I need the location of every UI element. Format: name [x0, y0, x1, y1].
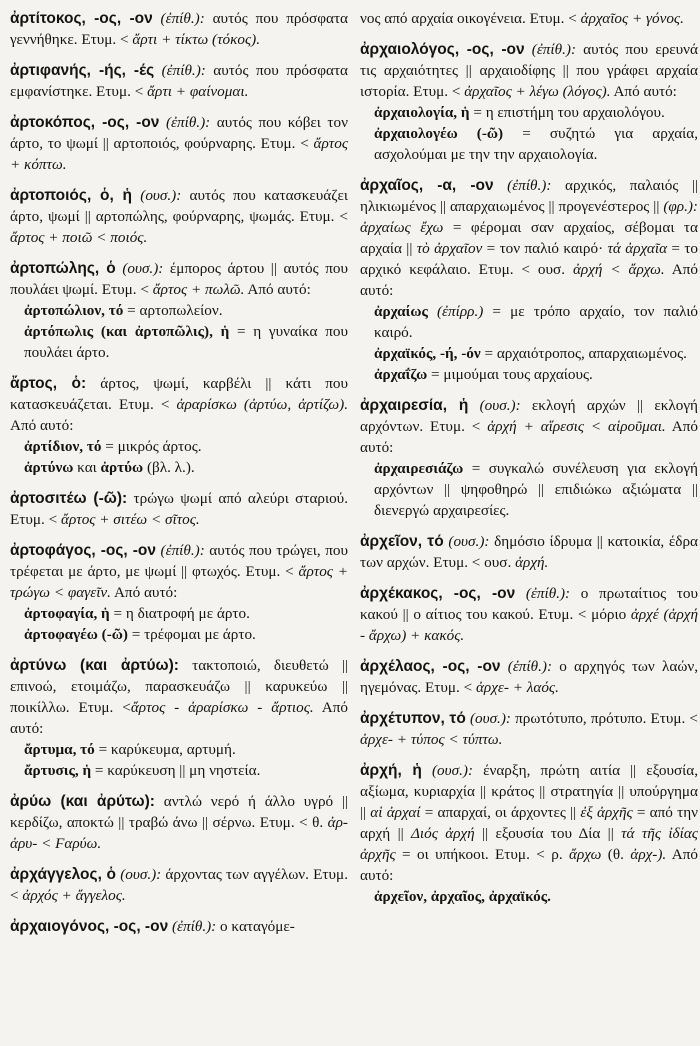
entry-italic-text: ἄρτος - ἀραρίσκω - ἄρτιος.	[130, 699, 314, 716]
entry-headword: ἀρτιφανής, -ής, -ές	[10, 62, 155, 79]
entry-italic-text: (ουσ.):	[468, 397, 521, 414]
sub-entry-headword: ἄρτυμα, τό	[24, 741, 95, 758]
entry-italic-text: τά ἀρχαῖα	[607, 240, 668, 257]
entry-italic-text: τὸ ἀρχαῖον	[416, 240, 483, 257]
entry-text: = οι υπήκοοι. Ετυμ. < ρ.	[395, 846, 570, 863]
entry-italic-text: (ἐπίθ.):	[154, 62, 206, 79]
sub-entries	[10, 300, 348, 363]
dictionary-entry	[360, 175, 698, 385]
entry-text: || εξουσία του Δία ||	[474, 825, 622, 842]
entry-text: = μιμούμαι τους αρχαίους.	[427, 366, 593, 383]
sub-entry	[24, 300, 348, 321]
entry-text: = αρχαιότροπος, απαρχαιωμένος.	[480, 345, 687, 362]
entry-text: = από την αρχή ||	[360, 804, 699, 842]
entry-text: άρτος, ψωμί, καρβέλι || κάτι που κατασκευάζεται. Ετυμ. <	[10, 375, 348, 413]
dictionary-entry	[360, 531, 698, 573]
entry-italic-text: ἀρχός + ἄγγελος.	[22, 887, 126, 904]
sub-entry-headword: ἀρτόπωλις (και ἀρτοπῶλις), ἡ	[24, 323, 230, 340]
entry-italic-text: (ἐπίθ.):	[168, 918, 217, 935]
left-column	[10, 8, 348, 947]
entry-text: = απαρχαί, οι άρχοντες ||	[420, 804, 581, 821]
entry-italic-text: ἀρχε- + τύπος < τύπτω.	[360, 731, 503, 748]
entry-text: και	[73, 459, 101, 476]
entry-italic-text: ἄρτος + κόπτω.	[10, 135, 348, 173]
entry-italic-text: (φρ.): ἀρχαίως ἔχω	[360, 198, 698, 236]
entry-italic-text: ἄρχω	[569, 846, 602, 863]
sub-entry-headword: ἀρχαϊκός, -ή, -όν	[374, 345, 481, 362]
dictionary-entry	[10, 655, 348, 781]
entry-italic-text: ἀρχε- + λαός.	[475, 679, 559, 696]
sub-entry	[24, 603, 348, 624]
entry-headword: ἀρχάγγελος, ὁ	[10, 866, 117, 883]
sub-entries	[10, 603, 348, 645]
dictionary-entry	[360, 656, 698, 698]
dictionary-entry	[10, 112, 348, 175]
entry-italic-text: ἄρτος + ποιῶ < ποιός.	[10, 229, 148, 246]
sub-entry	[374, 458, 698, 521]
entry-text: αυτός που κατασκευάζει άρτο, ψωμί || αρτοπώλης, φούρναρης, ψωμάς. Ετυμ. <	[10, 187, 348, 225]
entry-italic-text: ἄρτος + σιτέω < σῖτος.	[61, 511, 200, 528]
entry-text: = συζητώ για αρχαία, ασχολούμαι με την την αρχαιολογία.	[374, 125, 698, 163]
entry-italic-text: ἄρτος + τρώγω < φαγεῖν.	[10, 563, 348, 601]
entry-italic-text: (ἐπίθ.):	[493, 177, 552, 194]
dictionary-entry	[10, 488, 348, 530]
dictionary-entry	[10, 864, 348, 906]
entry-italic-text: (ουσ.):	[116, 866, 162, 883]
entry-italic-text: (ἐπίθ.):	[156, 542, 205, 559]
dictionary-entry	[360, 8, 698, 29]
entry-italic-text: (ἐπίθ.):	[500, 658, 553, 675]
entry-headword: ἀρχέκακος, -ος, -ον	[360, 585, 516, 602]
sub-entry-headword: ἀρχαΐζω	[374, 366, 428, 383]
entry-text: = η διατροφή με άρτο.	[109, 605, 250, 622]
sub-entries	[10, 739, 348, 781]
entry-text: = καρύκευμα, αρτυμή.	[94, 741, 236, 758]
entry-text: εκλογή αρχών || εκλογή αρχόντων. Ετυμ. <	[360, 397, 699, 435]
entry-italic-text: (ἐπίρρ.)	[427, 303, 484, 320]
sub-entry	[24, 739, 348, 760]
entry-text: δημόσιο ίδρυμα || κατοικία, έδρα των αρχών. Ετυμ. < ουσ.	[360, 533, 698, 571]
entry-text: Από αυτό:	[10, 417, 74, 434]
entry-text: = το αρχικό κεφάλαιο. Ετυμ. < ουσ.	[360, 240, 699, 278]
entry-headword: ἀρτοφάγος, -ος, -ον	[10, 542, 157, 559]
entry-italic-text: (ουσ.):	[132, 187, 182, 204]
entry-headword: ἀρτίτοκος, -ος, -ον	[10, 10, 153, 27]
sub-entries	[360, 301, 698, 385]
dictionary-entry	[360, 39, 698, 165]
sub-entry	[24, 624, 348, 645]
dictionary-entry	[10, 791, 348, 854]
entry-italic-text: ἀραρίσκω (ἀρτύω, ἀρτίζω).	[176, 396, 349, 413]
entry-italic-text: ἀρχέ (ἀρχή - ἄρχω) + κακός.	[360, 606, 699, 644]
entry-italic-text: (ουσ.):	[115, 260, 164, 277]
entry-text: νος από αρχαία οικογένεια. Ετυμ. <	[360, 10, 581, 27]
entry-headword: ἀρχεῖον, τό	[360, 533, 444, 550]
dictionary-entry	[10, 373, 348, 478]
entry-text: (θ.	[601, 846, 631, 863]
entry-text: αυτός που ερευνά τις αρχαιότητες || αρχαιοδίφης || που γράφει αρχαία ιστορία. Ετυμ. <	[360, 41, 698, 100]
dictionary-entry	[10, 540, 348, 645]
entry-italic-text: (ἐπίθ.):	[515, 585, 571, 602]
sub-entry-headword: ἀρχαιρεσιάζω	[374, 460, 464, 477]
dictionary-entry	[360, 760, 698, 907]
sub-entry	[24, 436, 348, 457]
sub-entry-headword: ἀρτοπώλιον, τό	[24, 302, 124, 319]
entry-italic-text: (ουσ.):	[465, 710, 511, 727]
entry-italic-text: Διός ἀρχή	[411, 825, 475, 842]
sub-entry-headword: ἄρτυσις, ἡ	[24, 762, 92, 779]
entry-headword: ἀρχαῖος, -α, -ον	[360, 177, 494, 194]
right-column	[360, 8, 698, 917]
sub-entry	[374, 102, 698, 123]
sub-entry	[24, 321, 348, 363]
entry-headword: ἀρχέτυπον, τό	[360, 710, 466, 727]
entry-text: έναρξη, πρώτη αιτία || εξουσία, αξίωμα, κυριαρχία || κράτος || στρατηγία || υπούργημα ||	[360, 762, 698, 821]
entry-text: = συγκαλώ συνέλευση για εκλογή αρχόντων || ψηφοθηρώ || επιδιώκω αξιώματα || διενεργώ αρχαιρεσίες.	[374, 460, 698, 519]
entry-italic-text: (ουσ.):	[443, 533, 490, 550]
entry-italic-text: ἐξ ἀρχῆς	[580, 804, 633, 821]
entry-headword: ἀρτοποιός, ὁ, ἡ	[10, 187, 133, 204]
entry-text: τρώγω ψωμί από αλεύρι σταριού. Ετυμ. <	[10, 490, 348, 528]
entry-text: αρχικός, παλαιός || ηλικιωμένος || απαρχαιωμένος || προγενέστερος ||	[360, 177, 699, 215]
entry-italic-text: (ἐπίθ.):	[524, 41, 576, 58]
entry-text: αυτός που κόβει τον άρτο, το ψωμί || αρτοποιός, φούρναρης. Ετυμ. <	[10, 114, 348, 152]
entry-text: ο πρωταίτιος του κακού || ο αίτιος του κακού. Ετυμ. < μόριο	[360, 585, 699, 623]
entry-italic-text: ἀρχή.	[515, 554, 549, 571]
entry-text: Από αυτό:	[244, 281, 311, 298]
entry-text: πρωτότυπο, πρότυπο. Ετυμ. <	[510, 710, 699, 727]
entry-italic-text: ἀρχαῖος + λέγω (λόγος).	[464, 83, 611, 100]
entry-text: αυτός που πρόσφατα γεννήθηκε. Ετυμ. <	[10, 10, 348, 48]
entry-text: = φέρομαι σαν αρχαίος, σέβομαι τα αρχαία ||	[360, 219, 698, 257]
sub-entry-headword: ἀρτύνω	[24, 459, 74, 476]
dictionary-entry	[10, 916, 348, 937]
entry-text: = η επιστήμη του αρχαιολόγου.	[469, 104, 665, 121]
entry-italic-text: ἀρχ-).	[630, 846, 667, 863]
entry-text: Από αυτό:	[360, 418, 698, 456]
sub-entry	[374, 343, 698, 364]
entry-text: = τον παλιό καιρό·	[482, 240, 608, 257]
sub-entry	[374, 364, 698, 385]
entry-text: Από αυτό:	[10, 699, 348, 737]
entry-text: τακτοποιώ, διευθετώ || επινοώ, ετοιμάζω, παρασκευάζω || καρυκεύω || ποικίλλω. Ετυμ. <	[10, 657, 348, 716]
entry-headword: ἀρύω (και ἀρύτω):	[10, 793, 155, 810]
sub-entries	[360, 102, 698, 165]
dictionary-entry	[10, 8, 348, 50]
entry-italic-text: ἄρτι + τίκτω (τόκος).	[132, 31, 261, 48]
entry-headword: ἀρχέλαος, -ος, -ον	[360, 658, 501, 675]
dictionary-entry	[10, 185, 348, 248]
entry-headword: ἀρχή, ἡ	[360, 762, 422, 779]
sub-entries	[360, 886, 698, 907]
dictionary-entry	[360, 583, 698, 646]
entry-italic-text: ἄρτος + πωλῶ.	[152, 281, 245, 298]
dictionary-entry	[360, 395, 698, 521]
entry-text: = με τρόπο αρχαίο, τον παλιό καιρό.	[374, 303, 699, 341]
entry-text: Από αυτό:	[610, 83, 677, 100]
entry-text: = μικρός άρτος.	[101, 438, 202, 455]
entry-headword: ἀρτοκόπος, -ος, -ον	[10, 114, 160, 131]
entry-italic-text: (ἐπίθ.):	[159, 114, 211, 131]
entry-headword: ἀρχαιολόγος, -ος, -ον	[360, 41, 525, 58]
entry-text: Από αυτό:	[360, 846, 698, 884]
entry-text: αυτός που πρόσφατα εμφανίστηκε. Ετυμ. <	[10, 62, 348, 100]
entry-italic-text: ἄρτι + φαίνομαι.	[147, 83, 249, 100]
sub-entry-headword: ἀρτίδιον, τό	[24, 438, 102, 455]
sub-entry-headword: ἀρχαιολογέω (-ῶ)	[374, 125, 504, 142]
entry-text: = αρτοπωλείον.	[123, 302, 223, 319]
entry-text: Από αυτό:	[360, 261, 698, 299]
sub-entry-headword: ἀρτοφαγία, ἡ	[24, 605, 110, 622]
sub-entry-headword: ἀρχεῖον, ἀρχαῖος, ἀρχαϊκός.	[374, 888, 551, 905]
entry-italic-text: (ἐπίθ.):	[152, 10, 205, 27]
sub-entry	[374, 123, 698, 165]
dictionary-entry	[360, 708, 698, 750]
sub-entries	[10, 436, 348, 478]
sub-entry-headword: ἀρτοφαγέω (-ῶ)	[24, 626, 128, 643]
dictionary-entry	[10, 258, 348, 363]
entry-text: ο καταγόμε-	[216, 918, 295, 935]
sub-entry	[374, 301, 698, 343]
dictionary-entry	[10, 60, 348, 102]
sub-entry-headword: ἀρχαίως	[374, 303, 428, 320]
entry-text: = τρέφομαι με άρτο.	[127, 626, 256, 643]
entry-italic-text: ἀρχαῖος + γόνος.	[580, 10, 684, 27]
entry-text: = η γυναίκα που πουλάει άρτο.	[24, 323, 348, 361]
entry-italic-text: τά τῆς ἰδίας ἀρχῆς	[360, 825, 698, 863]
entry-text: Από αυτό:	[110, 584, 178, 601]
entry-text: αντλώ νερό ή άλλο υγρό || κερδίζω, αποκτώ || τραβώ άνω || σέρνω. Ετυμ. < θ.	[10, 793, 348, 831]
entry-italic-text: ἀρχή < ἄρχω.	[572, 261, 665, 278]
entry-italic-text: ἀρ-ἀρυ- < Ϝαρύω.	[10, 814, 348, 852]
sub-entry	[24, 457, 348, 478]
entry-headword: ἄρτος, ὁ:	[10, 375, 87, 392]
sub-entry	[24, 760, 348, 781]
sub-entries	[360, 458, 698, 521]
entry-italic-text: αἱ ἀρχαί	[370, 804, 421, 821]
entry-italic-text: ἀρχή + αἵρεσις < αἱροῦμαι.	[487, 418, 666, 435]
entry-text: (βλ. λ.).	[143, 459, 195, 476]
sub-entry-headword: ἀρχαιολογία, ἡ	[374, 104, 470, 121]
entry-headword: ἀρτοσιτέω (-ῶ):	[10, 490, 128, 507]
entry-text: = καρύκευση || μη νηστεία.	[91, 762, 261, 779]
entry-headword: ἀρχαιρεσία, ἡ	[360, 397, 469, 414]
sub-entry-headword: ἀρτύω	[100, 459, 144, 476]
entry-text: έμπορος άρτου || αυτός που πουλάει ψωμί. Ετυμ. <	[10, 260, 348, 298]
entry-text: αυτός που τρώγει, που τρέφεται με άρτο, με ψωμί || φτωχός. Ετυμ. <	[10, 542, 348, 580]
entry-text: ο αρχηγός των λαών, ηγεμόνας. Ετυμ. <	[360, 658, 698, 696]
sub-entry	[374, 886, 698, 907]
entry-headword: ἀρτύνω (και ἀρτύω):	[10, 657, 179, 674]
entry-italic-text: (ουσ.):	[421, 762, 473, 779]
entry-headword: ἀρχαιογόνος, -ος, -ον	[10, 918, 169, 935]
entry-text: άρχοντας των αγγέλων. Ετυμ. <	[10, 866, 348, 904]
entry-headword: ἀρτοπώλης, ὁ	[10, 260, 116, 277]
